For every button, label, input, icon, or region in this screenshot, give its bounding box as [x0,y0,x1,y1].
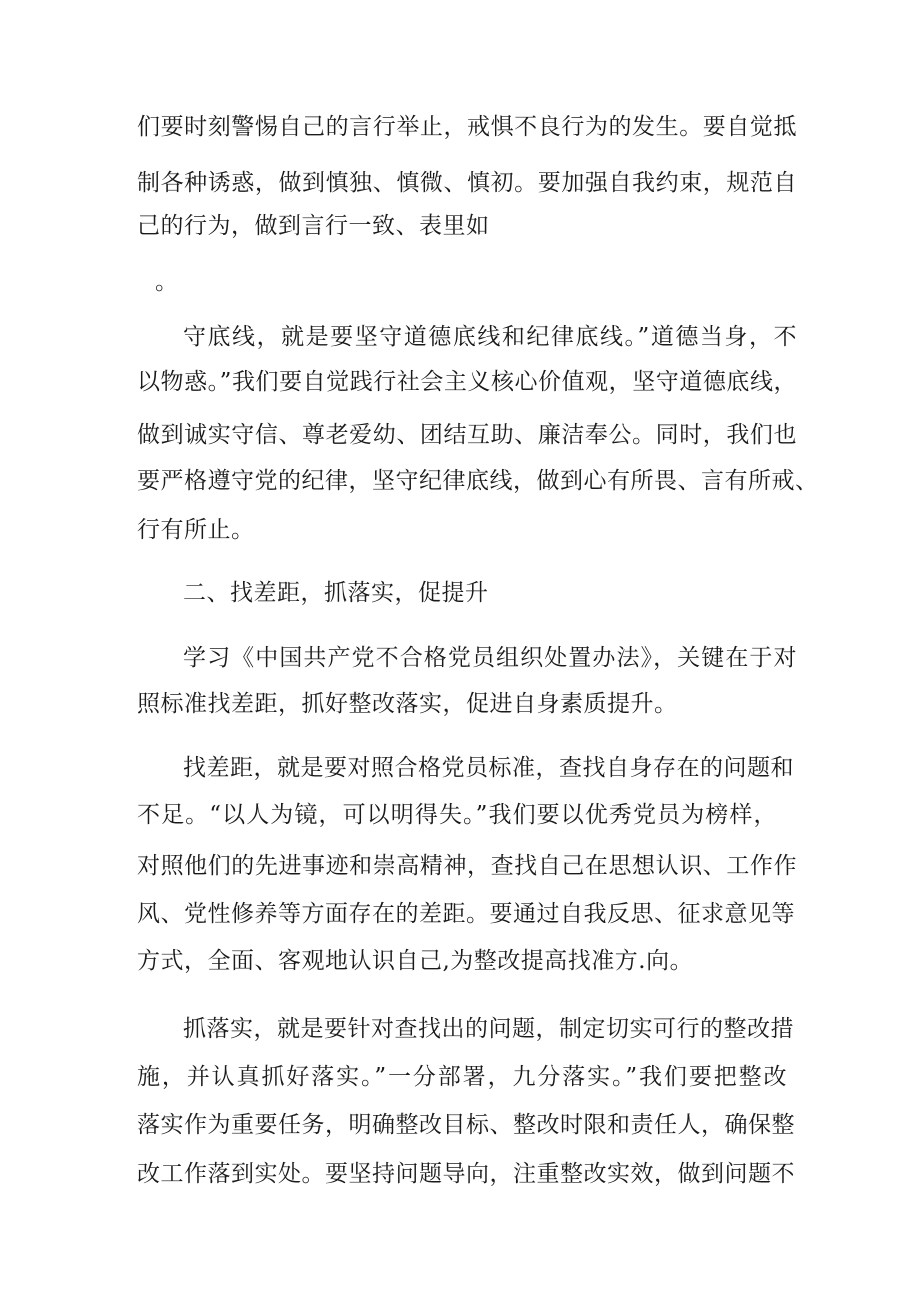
text-line: 以物惑。”我们要自觉践行社会主义核心价值观，坚守道德底线， [137,369,797,395]
text-line: 己的行为，做到言行一致、表里如 [137,213,490,239]
text-line: 。 [155,269,179,295]
text-line: 施，并认真抓好落实。”一分部署，九分落实。”我们要把整改 [137,1064,787,1090]
text-line: 学习《中国共产党不合格党员组织处置办法》，关键在于对 [183,645,797,671]
text-line: 守底线，就是要坚守道德底线和纪律底线。”道德当身，不 [183,324,797,350]
text-line: 抓落实，就是要针对查找出的问题，制定切实可行的整改措 [183,1016,794,1042]
text-line: 落实作为重要任务，明确整改目标、整改时限和责任人，确保整 [137,1112,795,1138]
text-line: 行有所止。 [137,517,255,543]
text-line: 改工作落到实处。要坚持问题导向，注重整改实效，做到问题不 [137,1161,795,1187]
text-line: 风、党性修养等方面存在的差距。要通过自我反思、征求意见等 [137,901,795,927]
text-line: 制各种诱惑，做到慎独、慎微、慎初。要加强自我约束，规范自 [137,170,797,196]
text-line: 要严格遵守党的纪律，坚守纪律底线，做到心有所畏、言有所戒、 [137,468,819,494]
text-line: 做到诚实守信、尊老爱幼、团结互助、廉洁奉公。同时，我们也 [137,422,797,448]
text-line: 不足。“以人为镜，可以明得失。”我们要以优秀党员为榜样， [137,802,777,828]
text-line: 方式，全面、客观地认识自己,为整改提高找准方.向。 [137,948,694,974]
text-line: 照标准找差距，抓好整改落实，促进自身素质提升。 [137,691,678,717]
text-line: 找差距，就是要对照合格党员标准，查找自身存在的问题和 [183,755,794,781]
text-line: 们要时刻警惕自己的言行举止，戒惧不良行为的发生。要自觉抵 [137,114,797,140]
section-heading: 二、找差距，抓落实，促提升 [183,580,489,606]
text-line: 对照他们的先进事迹和崇高精神，查找自己在思想认识、工作作 [137,853,797,879]
